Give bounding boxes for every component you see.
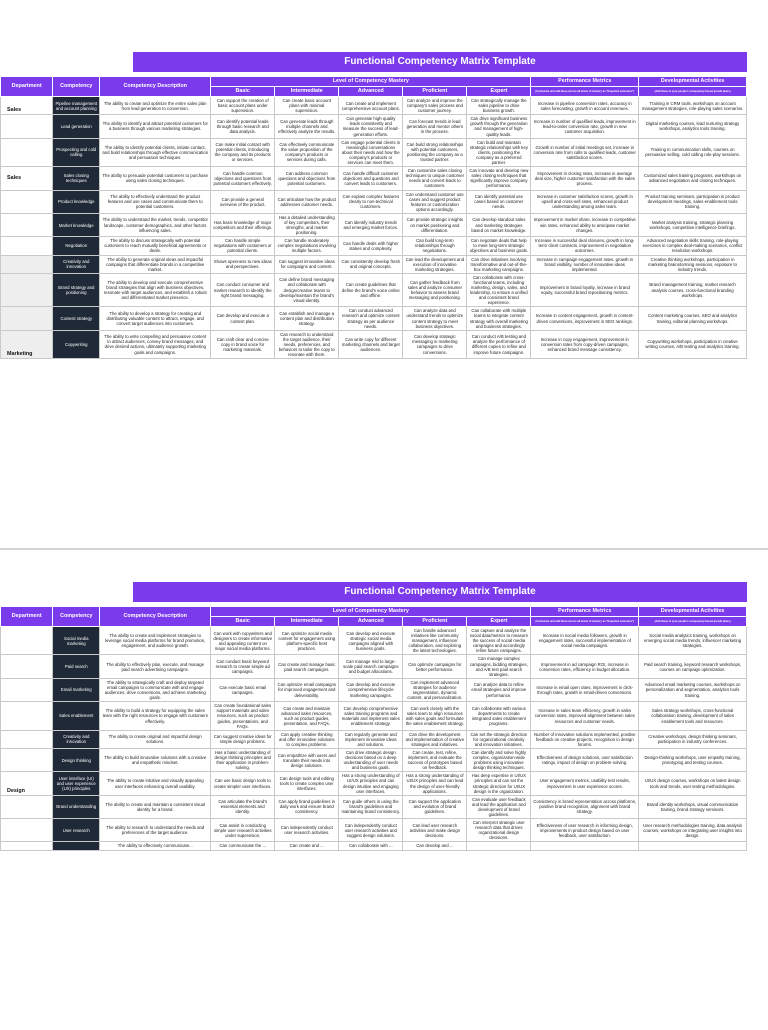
level-proficient-cell: Can gather feedback from sales and analyze consumer behavior to assess brand messaging and positioning. — [403, 273, 467, 307]
level-advanced-cell: Can collaborate with ... — [339, 842, 403, 850]
level-basic-cell: Has basic knowledge of major competitors and their offerings. — [211, 213, 275, 236]
table-row — [1, 190, 747, 213]
level-basic-cell: Can communicate the ... — [211, 842, 275, 850]
level-intermediate-cell: Can optimize social media content for engagement using platform-specific best practices. — [275, 627, 339, 655]
header-level-group: Level of Competency Mastery — [211, 77, 531, 87]
header-level-expert: Expert — [467, 87, 531, 97]
department-cell — [1, 213, 53, 236]
level-advanced-cell: Can manage mid to large-scale paid search campaigns and budget allocations. — [339, 655, 403, 678]
description-cell: The ability to build a strategy for equipping the sales team with the right resources to engage with customers effectively. — [100, 702, 211, 730]
level-advanced-cell: Can identify industry trends and emerging market forces. — [339, 213, 403, 236]
level-basic-cell: Can provide a general overview of the product. — [211, 190, 275, 213]
description-cell: The ability to discuss strategically with potential customers to reach mutually beneficial agreements or deals. — [100, 237, 211, 255]
level-advanced-cell: Can create guidelines that define the brand's voice online and offline. — [339, 273, 403, 307]
performance-cell: Improvement in market share, increase in competitive win rates, enhanced ability to anticipate market changes. — [531, 213, 639, 236]
developmental-cell: Customized sales training programs, workshops on advanced negotiation and closing techniques. — [639, 167, 747, 190]
performance-cell — [531, 842, 639, 850]
level-proficient-cell: Can lead the development and execution of innovative marketing strategies. — [403, 255, 467, 273]
level-intermediate-cell: Can create and manage basic paid search campaigns. — [275, 655, 339, 678]
level-expert-cell: Can drive significant business growth through the generation and management of high-quality leads. — [467, 115, 531, 138]
developmental-cell: Digital marketing courses, lead nurturing strategy workshops, analytics tools training. — [639, 115, 747, 138]
competency-cell: Sales closing techniques — [53, 167, 100, 190]
performance-cell: Increase in number of qualified leads, improvement in lead-to-order conversion rate, growth in new customer acquisition. — [531, 115, 639, 138]
level-proficient-cell: Can implement advanced strategies for audience segmentation, dynamic content, and personalization. — [403, 678, 467, 701]
developmental-cell: Advanced negotiation skills training, role-playing exercises in complex deal-making scenarios, conflict resolution workshops. — [639, 237, 747, 255]
level-basic-cell: Can handle common objections and questions from potential customers effectively. — [211, 167, 275, 190]
header-developmental: Developmental Activities — [639, 607, 747, 617]
level-proficient-cell: Can work closely with the sales team to align resources with sales goals and formulate the sales enablement strategy. — [403, 702, 467, 730]
level-intermediate-cell: Can research to understand the target audience, their needs, preferences, and behaviors to tailor the copy to resonate with them. — [275, 330, 339, 358]
developmental-cell: Training in communication skills, courses on persuasive selling, cold calling role-play sessions. — [639, 138, 747, 166]
header-level-intermediate: Intermediate — [275, 87, 339, 97]
header-description: Competency Description — [100, 77, 211, 97]
performance-cell: Increase in copy engagement, improvement in conversion rates from copy-driven campaigns, enhanced brand message consistency. — [531, 330, 639, 358]
description-cell: The ability to understand the market, trends, competitor landscape, customer demographics, and other factors influencing sales. — [100, 213, 211, 236]
header-level-basic: Basic — [211, 87, 275, 97]
department-cell — [1, 237, 53, 255]
level-advanced-cell: Can write copy for different marketing channels and target audiences. — [339, 330, 403, 358]
level-intermediate-cell: Can optimize email campaigns for improved engagement and deliverability. — [275, 678, 339, 701]
level-basic-cell: Can handle simple negotiations with customers or potential clients. — [211, 237, 275, 255]
level-advanced-cell: Can develop and execute strategic social media campaigns aligned with business goals. — [339, 627, 403, 655]
table-row — [1, 213, 747, 236]
header-performance: Performance Metrics — [531, 607, 639, 617]
level-advanced-cell: Can generate high-quality leads consistently and measure the success of lead-generation efforts. — [339, 115, 403, 138]
competency-cell: Brand understanding — [53, 795, 100, 818]
level-advanced-cell: Can conduct advanced research and optimize content strategy as per audience needs. — [339, 307, 403, 330]
level-basic-cell: Can create foundational sales support materials and sales resources, such as product guides, presentations, and FAQs. — [211, 702, 275, 730]
description-cell: The ability to persuade potential customers to purchase using sales closing techniques. — [100, 167, 211, 190]
table-row — [1, 307, 747, 330]
performance-cell: Increase in customer satisfaction scores, growth in upsell and cross-sell rates, enhanced product understanding among sales team. — [531, 190, 639, 213]
header-level-proficient: Proficient — [403, 617, 467, 627]
header-developmental-note: (Add these to your people's competency-based growth plans) — [639, 617, 747, 627]
competency-table — [0, 606, 747, 851]
table-row — [1, 115, 747, 138]
table-row — [1, 795, 747, 818]
description-cell: The ability to create original and impactful design solutions. — [100, 730, 211, 748]
level-basic-cell: Can work with copywriters and designers to create informative and appealing content on major social media platforms. — [211, 627, 275, 655]
developmental-cell: Content marketing courses, SEO and analytics training, editorial planning workshops. — [639, 307, 747, 330]
description-cell: The ability to develop and execute comprehensive brand strategies that align with business objectives, resonate with target audiences, and establish a robust and differentiated market presence. — [100, 273, 211, 307]
level-basic-cell: Can execute basic email campaigns. — [211, 678, 275, 701]
performance-cell: Consistency in brand representation across platforms, positive brand recognition, alignment with brand strategy. — [531, 795, 639, 818]
department-cell — [1, 190, 53, 213]
level-intermediate-cell: Can establish and manage a content plan and distribution strategy. — [275, 307, 339, 330]
table-row — [1, 97, 747, 115]
level-intermediate-cell: Can handle moderately complex negotiations involving multiple factors. — [275, 237, 339, 255]
department-cell: Design — [1, 772, 53, 795]
developmental-cell: Design-thinking workshops, user empathy training, prototyping and testing courses. — [639, 748, 747, 771]
level-advanced-cell: Has a strong understanding of UI/UX principles and can design intuitive and engaging user interfaces. — [339, 772, 403, 795]
description-cell: The ability to effectively plan, execute, and manage paid search advertising campaigns. — [100, 655, 211, 678]
level-advanced-cell: Can consistently develop fresh and original concepts. — [339, 255, 403, 273]
developmental-cell: Creative workshops, design thinking seminars, participation in industry conferences. — [639, 730, 747, 748]
competency-cell: Product knowledge — [53, 190, 100, 213]
level-expert-cell: Can evaluate user feedback and lead the application and development of brand guidelines. — [467, 795, 531, 818]
developmental-cell: Product training seminars, participation in product development meetings, sales-enablement tools training. — [639, 190, 747, 213]
performance-cell: User engagement metrics, usability test results, improvement in user experience scores. — [531, 772, 639, 795]
level-basic-cell: Can craft clear and concise copy in brand voice for marketing materials. — [211, 330, 275, 358]
performance-cell: Effectiveness of user research in informing design, improvements in product design based on user feedback, user satisfaction. — [531, 819, 639, 842]
competency-cell: Content strategy — [53, 307, 100, 330]
table-row — [1, 842, 747, 850]
table-row — [1, 772, 747, 795]
level-expert-cell: Can build and maintain strategic relationships with key clients, positioning the company as a preferred partner. — [467, 138, 531, 166]
performance-cell: Increase in email open rates, improvement in click-through rates, growth in email-driven conversions. — [531, 678, 639, 701]
header-developmental: Developmental Activities — [639, 77, 747, 87]
performance-cell: Increase in successful deal closures, growth in long-term client contracts, improvement in negotiation outcomes. — [531, 237, 639, 255]
developmental-cell: Social media analytics training, workshops on emerging social media trends, influencer marketing strategies. — [639, 627, 747, 655]
department-cell: Sales — [1, 167, 53, 190]
header-level-advanced: Advanced — [339, 617, 403, 627]
table-row — [1, 167, 747, 190]
description-cell: The ability to create and optimize the entire sales plan from lead generation to conversion. — [100, 97, 211, 115]
description-cell: The ability to effectively communicate... — [100, 842, 211, 850]
level-intermediate-cell: Can address common questions and objections from potential customers. — [275, 167, 339, 190]
level-basic-cell: Shows openness to new ideas and perspectives. — [211, 255, 275, 273]
level-expert-cell: Can develop standout sales and marketing strategies based on market knowledge. — [467, 213, 531, 236]
performance-cell: Increase in sales team efficiency, growth in sales conversion rates, improved alignment between sales resources and customer needs. — [531, 702, 639, 730]
department-cell — [1, 842, 53, 850]
level-proficient-cell: Can analyze and improve the company's sales process and customer journey. — [403, 97, 467, 115]
description-cell: The ability to research to understand the needs and preferences of the target audience. — [100, 819, 211, 842]
performance-cell: Increase in campaign engagement rates, growth in brand visibility, number of innovative ideas implemented. — [531, 255, 639, 273]
level-expert-cell: Has deep expertise in UI/UX principles and can set the strategic direction for UI/UX design in the organization. — [467, 772, 531, 795]
table-row — [1, 748, 747, 771]
developmental-cell: Paid search training, keyword research workshops, courses on campaign optimization. — [639, 655, 747, 678]
page-title: Functional Competency Matrix Template — [133, 52, 747, 72]
performance-cell: Improvement in closing rates, increase in average deal size, higher customer satisfaction with the sales process. — [531, 167, 639, 190]
department-cell — [1, 702, 53, 730]
level-expert-cell: Can innovate and develop new sales closing techniques that significantly improve company performance. — [467, 167, 531, 190]
level-intermediate-cell: Can suggest innovative ideas for campaigns and content. — [275, 255, 339, 273]
header-performance-note: (Customize and add these across all levels of mastery as "Expected outcomes") — [531, 87, 639, 97]
header-competency: Competency — [53, 77, 100, 97]
department-cell — [1, 678, 53, 701]
level-expert-cell — [467, 842, 531, 850]
level-proficient-cell: Can lead user research activities and make design decisions. — [403, 819, 467, 842]
table-row — [1, 273, 747, 307]
competency-cell: Creativity and innovation — [53, 255, 100, 273]
level-expert-cell: Can analyze data to refine email strategies and improve performance. — [467, 678, 531, 701]
competency-cell: Pipeline management and account planning — [53, 97, 100, 115]
performance-cell: Improvement in ad campaign ROI, increase in conversion rates, efficiency in budget allocation. — [531, 655, 639, 678]
level-intermediate-cell: Can create and maintain advanced sales resources, such as product guides, presentation, and FAQs. — [275, 702, 339, 730]
level-basic-cell: Can use basic design tools to create simpler user interfaces. — [211, 772, 275, 795]
level-intermediate-cell: Can design tools and editing tools to create complex user interfaces. — [275, 772, 339, 795]
performance-cell: Effectiveness of design solutions, user satisfaction ratings, impact of design on problem-solving. — [531, 748, 639, 771]
level-advanced-cell: Can create and implement comprehensive account plans. — [339, 97, 403, 115]
level-proficient-cell: Can forecast trends in lead generation and mentor others in the process. — [403, 115, 467, 138]
level-proficient-cell: Can build strong relationships with potential customers, positioning the company as a trusted partner. — [403, 138, 467, 166]
table-row — [1, 702, 747, 730]
department-cell — [1, 819, 53, 842]
competency-cell: Design thinking — [53, 748, 100, 771]
competency-cell: Paid search — [53, 655, 100, 678]
level-proficient-cell: Can build long-term relationships through negotiations. — [403, 237, 467, 255]
table-row — [1, 330, 747, 358]
level-intermediate-cell: Can independently conduct user research activities. — [275, 819, 339, 842]
header-department: Department — [1, 607, 53, 627]
level-expert-cell: Can identify and solve highly complex, organization-wide problems using innovative design thinking techniques. — [467, 748, 531, 771]
level-advanced-cell: Can develop and execute comprehensive lifecycle marketing campaigns. — [339, 678, 403, 701]
header-level-basic: Basic — [211, 617, 275, 627]
level-proficient-cell: Can drive the development and implementation of creative strategies and initiatives. — [403, 730, 467, 748]
description-cell: The ability to develop a strategy for creating and distributing valuable content to attract, engage, and convert target audiences into customers. — [100, 307, 211, 330]
description-cell: The ability to identify potential clients, initiate contact, and build relationships through effective communication and persuasion techniques. — [100, 138, 211, 166]
level-basic-cell: Can support the creation of basic account plans under supervision. — [211, 97, 275, 115]
level-basic-cell: Can assist in conducting simple user research activities under supervision. — [211, 819, 275, 842]
competency-cell: Lead generation — [53, 115, 100, 138]
level-advanced-cell: Can guide others in using the brand's guidelines and maintaining brand consistency. — [339, 795, 403, 818]
developmental-cell: Market analysis training, strategic planning workshops, competitive intelligence briefings. — [639, 213, 747, 236]
performance-cell: Increase in social media followers, growth in engagement rates, successful implementation of social media campaigns. — [531, 627, 639, 655]
level-advanced-cell: Can independently conduct user research activities and suggest design solutions. — [339, 819, 403, 842]
table-row — [1, 255, 747, 273]
level-proficient-cell: Can understand customer use cases and suggest product features or customization options accordingly. — [403, 190, 467, 213]
performance-cell: Improvement in brand loyalty, increase in brand equity, successful brand repositioning metrics. — [531, 273, 639, 307]
level-intermediate-cell: Can create basic account plans with minimal supervision. — [275, 97, 339, 115]
competency-cell: Email marketing — [53, 678, 100, 701]
level-advanced-cell: Can regularly generate and implement innovative ideas and solutions. — [339, 730, 403, 748]
description-cell: The ability to create intuitive and visually appealing user interfaces enhancing overall usability. — [100, 772, 211, 795]
level-proficient-cell: Can develop and ... — [403, 842, 467, 850]
performance-cell: Increase in content engagement, growth in content-driven conversions, improvement in SEO rankings. — [531, 307, 639, 330]
developmental-cell: Brand identity workshops, visual communication training, brand strategy seminars. — [639, 795, 747, 818]
department-cell: Sales — [1, 97, 53, 115]
competency-cell — [53, 842, 100, 850]
department-cell — [1, 273, 53, 307]
description-cell: The ability to strategically craft and deploy targeted email campaigns to communicate with and engage audiences, drive conversions, and achieve marketing goals. — [100, 678, 211, 701]
level-advanced-cell: Can handle deals with higher stakes and complexity. — [339, 237, 403, 255]
level-expert-cell: Can drive initiatives involving transformative and out-of-the-box marketing campaigns. — [467, 255, 531, 273]
performance-cell: Growth in number of initial meetings set, increase in conversion rate from calls to qualified leads, customer satisfaction scores. — [531, 138, 639, 166]
header-performance: Performance Metrics — [531, 77, 639, 87]
page-title: Functional Competency Matrix Template — [133, 582, 747, 602]
header-performance-note: (Customize and add these across all levels of mastery as "Expected outcomes") — [531, 617, 639, 627]
level-expert-cell: Can interpret strategic user research data that drives organizational design decisions. — [467, 819, 531, 842]
level-advanced-cell: Can explain complex features clearly to non-technical customers. — [339, 190, 403, 213]
developmental-cell: Sales strategy workshops, cross-functional collaboration training, development of sales enablement tools and resources. — [639, 702, 747, 730]
table-row — [1, 819, 747, 842]
competency-cell: User interface (UI) and user experience (UX) principles — [53, 772, 100, 795]
level-proficient-cell: Can optimize campaigns for better performance. — [403, 655, 467, 678]
level-expert-cell: Can strategically manage the sales pipeline to drive business growth. — [467, 97, 531, 115]
developmental-cell: UI/UX design courses, workshops on latest design tools and trends, user testing methodologies. — [639, 772, 747, 795]
header-description: Competency Description — [100, 607, 211, 627]
header-level-expert: Expert — [467, 617, 531, 627]
developmental-cell: Advanced email marketing courses, workshops on personalization and segmentation, analytics tools training. — [639, 678, 747, 701]
description-cell: The ability to identify and attract potential customers for a business through various marketing strategies. — [100, 115, 211, 138]
description-cell: The ability to build innovative solutions with a creative and empathetic mindset. — [100, 748, 211, 771]
level-expert-cell: Can set the strategic direction for organizational creativity and innovation initiatives. — [467, 730, 531, 748]
level-basic-cell: Can conduct basic keyword research to create simple ad campaigns. — [211, 655, 275, 678]
competency-cell: Negotiation — [53, 237, 100, 255]
department-cell — [1, 255, 53, 273]
department-cell — [1, 730, 53, 748]
competency-cell: Market knowledge — [53, 213, 100, 236]
level-advanced-cell: Can drive strategic design decisions based on a deep understanding of user needs and business goals. — [339, 748, 403, 771]
level-basic-cell: Can make initial contact with potential clients, introducing the company and its products or services. — [211, 138, 275, 166]
department-cell — [1, 748, 53, 771]
level-basic-cell: Can identify potential leads through basic research and data analysis. — [211, 115, 275, 138]
header-competency: Competency — [53, 607, 100, 627]
developmental-cell: User research methodologies training, data analysis courses, workshops on integrating user insights into design. — [639, 819, 747, 842]
description-cell: The ability to write compelling and persuasive content to attract audiences, convey brand messages, and drive desired actions, ultimately supporting marketing goals and campaigns. — [100, 330, 211, 358]
competency-cell: Social media marketing — [53, 627, 100, 655]
competency-cell: Sales enablement — [53, 702, 100, 730]
level-proficient-cell: Can analyze data and understand trends to optimize content strategy to meet business objectives. — [403, 307, 467, 330]
developmental-cell: Training in CRM tools, workshops on account management strategies, role-playing sales scenarios. — [639, 97, 747, 115]
matrix-page-1 — [0, 30, 768, 510]
level-proficient-cell: Can develop strategic messaging in marketing campaigns to drive conversions. — [403, 330, 467, 358]
department-cell — [1, 795, 53, 818]
competency-table — [0, 76, 747, 359]
matrix-page-2 — [0, 560, 768, 1030]
level-expert-cell: Can collaborate with various departments to create integrated sales enablement programs. — [467, 702, 531, 730]
table-row — [1, 655, 747, 678]
level-proficient-cell: Can customize sales closing techniques to unique customer needs and convert leads to customers. — [403, 167, 467, 190]
performance-cell: Number of innovative solutions implemented, positive feedback on creative projects, recognition in design forums. — [531, 730, 639, 748]
level-intermediate-cell: Can apply creative thinking and offer innovative solutions to complex problems. — [275, 730, 339, 748]
page-divider — [0, 548, 768, 550]
department-cell — [1, 307, 53, 330]
level-proficient-cell: Has a strong understanding of UI/UX principles and can lead the design of user-friendly applications. — [403, 772, 467, 795]
header-level-intermediate: Intermediate — [275, 617, 339, 627]
header-level-advanced: Advanced — [339, 87, 403, 97]
competency-cell: Brand strategy and positioning — [53, 273, 100, 307]
level-expert-cell: Can negotiate deals that help to meet long-term strategic objectives and business goals. — [467, 237, 531, 255]
description-cell: The ability to generate original ideas and impactful campaigns that differentiate brands in a competitive market. — [100, 255, 211, 273]
level-expert-cell: Can manage complex campaigns, bidding strategies, and A/B test paid search strategies. — [467, 655, 531, 678]
table-row — [1, 138, 747, 166]
level-basic-cell: Can suggest creative ideas for simple design problems. — [211, 730, 275, 748]
performance-cell: Increase in pipeline conversion rates, accuracy in sales forecasting, growth in account revenues. — [531, 97, 639, 115]
developmental-cell: Copywriting workshops, participation in creative writing courses, A/B testing and analytics training. — [639, 330, 747, 358]
table-row — [1, 627, 747, 655]
developmental-cell — [639, 842, 747, 850]
level-proficient-cell: Can provide strategic insights on market positioning and differentiation. — [403, 213, 467, 236]
level-expert-cell: Can collaborate with multiple teams to integrate content strategy with overall marketing and business strategies. — [467, 307, 531, 330]
level-advanced-cell: Can handle difficult customer objections and questions and convert leads to customers. — [339, 167, 403, 190]
department-cell — [1, 627, 53, 655]
header-level-proficient: Proficient — [403, 87, 467, 97]
level-basic-cell: Can develop and execute a content plan. — [211, 307, 275, 330]
level-expert-cell: Can conduct A/B testing and analyze the performance of different copies to refine and improve future campaigns. — [467, 330, 531, 358]
level-basic-cell: Has a basic understanding of design thinking principles and their application in problem-solving. — [211, 748, 275, 771]
competency-cell: Copywriting — [53, 330, 100, 358]
level-proficient-cell: Can support the application and evolution of brand guidelines. — [403, 795, 467, 818]
level-basic-cell: Can conduct consumer and market research to identify the right brand messaging. — [211, 273, 275, 307]
level-advanced-cell: Can engage potential clients in meaningful conversations about their needs and how the company's products or services can meet them. — [339, 138, 403, 166]
level-intermediate-cell: Can generate leads through multiple channels and effectively analyze the results. — [275, 115, 339, 138]
level-intermediate-cell: Has a detailed understanding of key competitors, their strengths, and market positioning. — [275, 213, 339, 236]
description-cell: The ability to create and maintain a consistent visual identity for a brand. — [100, 795, 211, 818]
department-cell: Marketing — [1, 330, 53, 358]
level-proficient-cell: Can handle advanced initiatives like community management, influencer collaboration, and exploring the latest technologies. — [403, 627, 467, 655]
level-basic-cell: Can articulate the brand's essential elements and identity. — [211, 795, 275, 818]
competency-cell: Creativity and innovation — [53, 730, 100, 748]
level-intermediate-cell: Can create and ... — [275, 842, 339, 850]
table-row — [1, 237, 747, 255]
level-intermediate-cell: Can effectively communicate the value proposition of the company's products or services during calls. — [275, 138, 339, 166]
level-expert-cell: Can identify potential use cases based on customer needs. — [467, 190, 531, 213]
level-intermediate-cell: Can articulate how the product addresses customer needs. — [275, 190, 339, 213]
table-row — [1, 730, 747, 748]
level-expert-cell: Can collaborate with cross-functional teams, including marketing, design, sales, and leadership, to ensure a unified and consistent brand experience. — [467, 273, 531, 307]
developmental-cell: Creative thinking workshops, participation in marketing brainstorming sessions, exposure to industry trends. — [639, 255, 747, 273]
competency-cell: User research — [53, 819, 100, 842]
level-intermediate-cell: Can define brand messaging and collaborate with design/creative teams to develop/maintain the brand's visual identity. — [275, 273, 339, 307]
level-intermediate-cell: Can apply brand guidelines in daily work and ensure brand consistency. — [275, 795, 339, 818]
header-developmental-note: (Add these to your people's competency-based growth plans) — [639, 87, 747, 97]
level-intermediate-cell: Can empathize with users and translate their needs into design solutions. — [275, 748, 339, 771]
level-advanced-cell: Can develop comprehensive sales training programs and materials and implement sales enablement strategy. — [339, 702, 403, 730]
header-level-group: Level of Competency Mastery — [211, 607, 531, 617]
description-cell: The ability to create and implement strategies to leverage social media platforms for brand promotion, engagement, and audience growth. — [100, 627, 211, 655]
table-row — [1, 678, 747, 701]
competency-cell: Prospecting and cold calling — [53, 138, 100, 166]
department-cell — [1, 655, 53, 678]
level-expert-cell: Can capture and analyze the social data/metrics to measure the success of social media campaigns and accordingly refine future campaigns. — [467, 627, 531, 655]
developmental-cell: Brand management training, market research analysis courses, cross-functional branding workshops. — [639, 273, 747, 307]
department-cell — [1, 115, 53, 138]
level-proficient-cell: Can create, test, refine, implement, and evaluate the success of prototypes based on feedback. — [403, 748, 467, 771]
header-department: Department — [1, 77, 53, 97]
description-cell: The ability to effectively understand the product features and use cases and communicate them to potential customers. — [100, 190, 211, 213]
department-cell — [1, 138, 53, 166]
